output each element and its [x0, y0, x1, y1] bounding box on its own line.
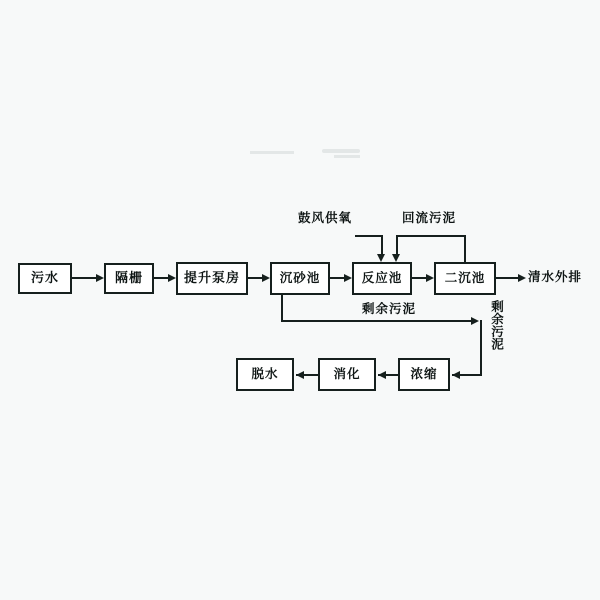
arrowhead [377, 254, 385, 262]
node-digestion [318, 358, 376, 391]
node-thickening [398, 358, 450, 391]
arrowhead [392, 254, 400, 262]
connector-reactor-clarifier [412, 277, 426, 279]
node-label: 沉砂池 [279, 270, 321, 286]
connector-return-sludge-across [396, 235, 466, 237]
node-grille [104, 263, 154, 294]
connector-blower-horizontal [355, 235, 382, 237]
node-pump [176, 262, 248, 295]
node-label: 消化 [333, 366, 361, 382]
node-grit-chamber [270, 262, 330, 295]
node-label: 浓缩 [410, 366, 438, 382]
label-excess-sludge: 剩余污泥 [362, 301, 417, 316]
connector-blower-vertical [381, 235, 383, 254]
arrowhead [452, 371, 460, 379]
node-label: 隔栅 [114, 271, 143, 286]
label-excess-sludge-vertical: 剩余污泥 [489, 300, 505, 350]
node-label: 二沉池 [444, 270, 486, 286]
label-blower-oxygen: 鼓风供氧 [298, 210, 353, 225]
connector-sewage-grille [72, 277, 96, 279]
node-dewatering [236, 358, 294, 391]
arrowhead [378, 371, 386, 379]
arrowhead [262, 274, 270, 282]
connector-return-sludge-down [396, 235, 398, 254]
node-label: 提升泵房 [183, 271, 240, 286]
connector-grille-pump [154, 277, 168, 279]
arrowhead [471, 317, 479, 325]
connector-pump-grit [248, 277, 262, 279]
label-return-sludge: 回流污泥 [402, 210, 457, 225]
connector-clarifier-to-thickener-down [480, 320, 482, 376]
node-sewage [18, 263, 72, 294]
arrowhead [344, 274, 352, 282]
node-label: 反应池 [361, 270, 403, 286]
connector-excess-sludge-drop [281, 295, 283, 322]
arrowhead [518, 274, 526, 282]
node-reaction-tank [352, 262, 412, 295]
arrowhead [426, 274, 434, 282]
connector-excess-sludge-main [281, 320, 471, 322]
scan-artifact [322, 149, 360, 153]
connector-grit-reactor [330, 277, 344, 279]
scan-artifact [334, 155, 360, 158]
node-label: 脱水 [251, 366, 279, 382]
connector-return-sludge-up [464, 235, 466, 262]
arrowhead [168, 274, 176, 282]
arrowhead [96, 274, 104, 282]
node-secondary-clarifier [434, 262, 496, 295]
arrowhead [296, 371, 304, 379]
node-label: 污水 [30, 271, 59, 286]
scan-artifact [250, 151, 294, 154]
connector-effluent [496, 277, 518, 279]
label-effluent: 清水外排 [528, 269, 583, 284]
